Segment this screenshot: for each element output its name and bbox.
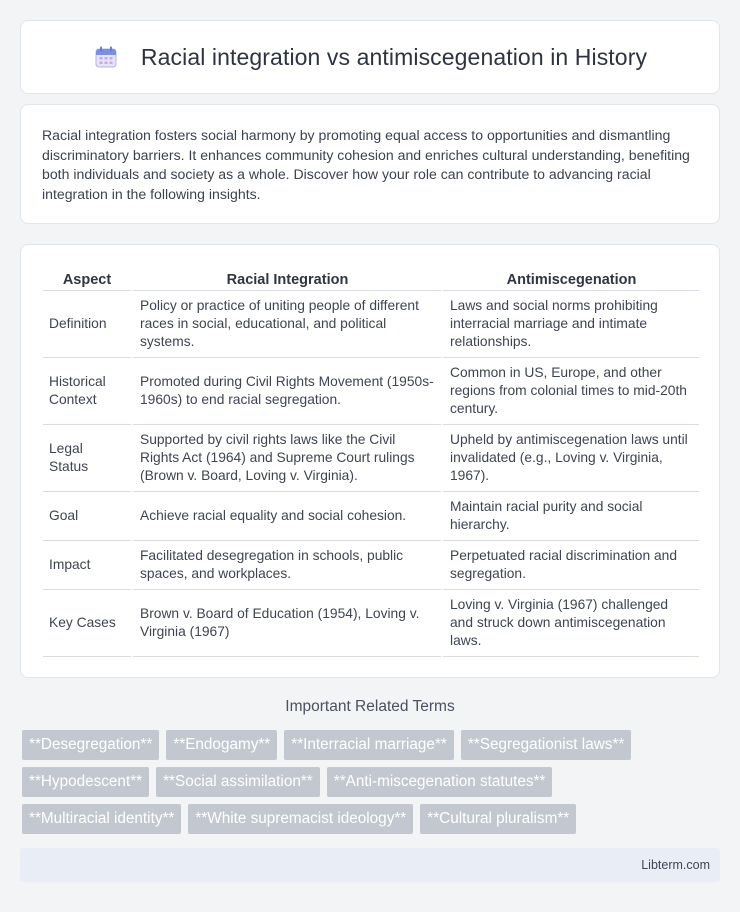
row-integration: Promoted during Civil Rights Movement (1950s-1960s) to end racial segregation. (131, 358, 441, 425)
row-antimiscegenation: Perpetuated racial discrimination and segregation. (441, 541, 699, 590)
footer (20, 848, 720, 882)
term-tag[interactable]: **Multiracial identity** (22, 804, 181, 834)
term-row (22, 730, 722, 760)
term-tag[interactable]: **Anti-miscegenation statutes** (327, 767, 553, 797)
term-tag[interactable]: **Interracial marriage** (284, 730, 454, 760)
term-tag[interactable]: **Endogamy** (166, 730, 277, 760)
table-row (43, 541, 699, 590)
header-integration: Racial Integration (131, 265, 441, 291)
header-card (20, 20, 720, 94)
row-antimiscegenation: Laws and social norms prohibiting interracial marriage and intimate relationships. (441, 291, 699, 358)
intro-card (20, 104, 720, 224)
header-aspect: Aspect (43, 265, 131, 291)
row-integration: Achieve racial equality and social cohesion. (131, 492, 441, 541)
term-tag[interactable]: **Segregationist laws** (461, 730, 631, 760)
row-aspect: Key Cases (43, 590, 131, 657)
calendar-icon (93, 44, 119, 70)
row-antimiscegenation: Upheld by antimiscegenation laws until invalidated (e.g., Loving v. Virginia, 1967). (441, 425, 699, 492)
comparison-table-card (20, 244, 720, 678)
row-integration: Brown v. Board of Education (1954), Loving v. Virginia (1967) (131, 590, 441, 657)
row-integration: Supported by civil rights laws like the Civil Rights Act (1964) and Supreme Court rulings (Brown v. Board, Loving v. Virginia). (131, 425, 441, 492)
table-header-row (43, 265, 699, 291)
row-integration: Policy or practice of uniting people of different races in social, educational, and political systems. (131, 291, 441, 358)
row-aspect: Legal Status (43, 425, 131, 492)
row-aspect: Impact (43, 541, 131, 590)
table-row (43, 358, 699, 425)
header-antimiscegenation: Antimiscegenation (441, 265, 699, 291)
term-tag[interactable]: **Social assimilation** (156, 767, 320, 797)
table-row (43, 590, 699, 657)
term-tag[interactable]: **Cultural pluralism** (420, 804, 576, 834)
table-row (43, 425, 699, 492)
related-terms-title: Important Related Terms (285, 698, 455, 715)
table-row (43, 492, 699, 541)
term-tag[interactable]: **Desegregation** (22, 730, 159, 760)
term-row (22, 767, 722, 797)
term-row (22, 804, 722, 834)
term-tag[interactable]: **White supremacist ideology** (188, 804, 413, 834)
row-antimiscegenation: Loving v. Virginia (1967) challenged and struck down antimiscegenation laws. (441, 590, 699, 657)
row-antimiscegenation: Maintain racial purity and social hierarchy. (441, 492, 699, 541)
intro-text: Racial integration fosters social harmony by promoting equal access to opportunities and dismantling discriminatory barriers. It enhances community cohesion and enriches cultural understanding, benefiting both individuals and society as a whole. Discover how your role can contribute to advancing racial integration in the following insights. (42, 127, 690, 202)
row-integration: Facilitated desegregation in schools, public spaces, and workplaces. (131, 541, 441, 590)
related-terms (22, 730, 722, 841)
row-aspect: Historical Context (43, 358, 131, 425)
comparison-table (43, 265, 699, 657)
row-aspect: Definition (43, 291, 131, 358)
row-aspect: Goal (43, 492, 131, 541)
term-tag[interactable]: **Hypodescent** (22, 767, 149, 797)
table-row (43, 291, 699, 358)
row-antimiscegenation: Common in US, Europe, and other regions from colonial times to mid-20th century. (441, 358, 699, 425)
page-title: Racial integration vs antimiscegenation in History (140, 43, 648, 70)
footer-site-link[interactable]: Libterm.com (641, 858, 710, 872)
